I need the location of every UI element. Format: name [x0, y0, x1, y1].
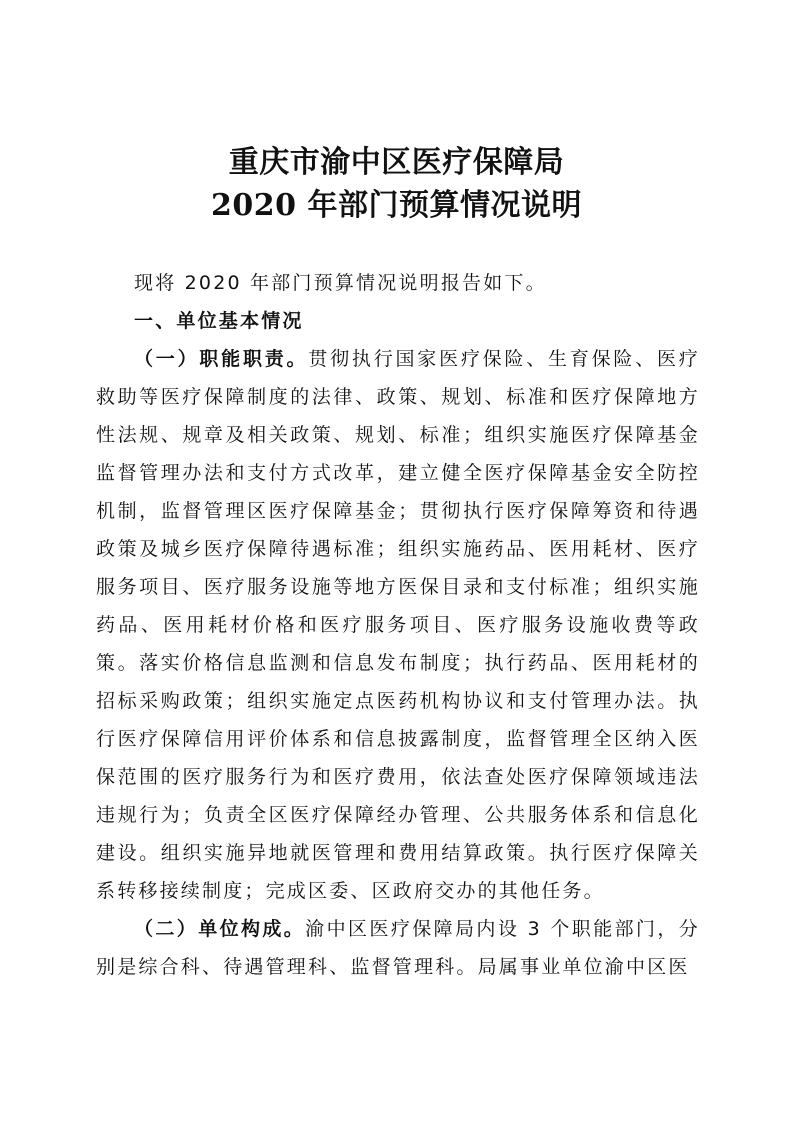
paragraph-structure-text: 渝中区医疗保障局内设 3 个职能部门，分别是综合科、待遇管理科、监督管理科。局属事业单位渝中区医	[96, 918, 701, 978]
document-body	[96, 264, 700, 986]
paragraph-functions-label: （一）职能职责。	[134, 348, 309, 370]
document-title-line2: 2020 年部门预算情况说明	[211, 188, 582, 223]
paragraph-structure-label: （二）单位构成。	[134, 918, 306, 940]
paragraph-functions	[96, 340, 700, 910]
intro-paragraph: 现将 2020 年部门预算情况说明报告如下。	[134, 272, 547, 294]
section-heading-basic-info: 一、单位基本情况	[134, 310, 304, 332]
paragraph-structure	[96, 910, 700, 986]
document-title-line1: 重庆市渝中区医疗保障局	[228, 145, 565, 180]
paragraph-functions-text: 贯彻执行国家医疗保险、生育保险、医疗救助等医疗保障制度的法律、政策、规划、标准和医疗保障地方性法规、规章及相关政策、规划、标准；组织实施医疗保障基金监督管理办法和支付方式改革，建立健全医疗保障基金安全防控机制，监督管理区医疗保障基金；贯彻执行医疗保障筹资和待遇政策及城乡医疗保障待遇标准；组织实施药品、医用耗材、医疗服务项目、医疗服务设施等地方医保目录和支付标准；组织实施药品、医用耗材价格和医疗服务项目、医疗服务设施收费等政策。落实价格信息监测和信息发布制度；执行药品、医用耗材的招标采购政策；组织实施定点医药机构协议和支付管理办法。执行医疗保障信用评价体系和信息披露制度，监督管理全区纳入医保范围的医疗服务行为和医疗费用，依法查处医疗保障领域违法违规行为；负责全区医疗保障经办管理、公共服务体系和信息化建设。组织实施异地就医管理和费用结算政策。执行医疗保障关系转移接续制度；完成区委、区政府交办的其他任务。	[96, 348, 700, 902]
